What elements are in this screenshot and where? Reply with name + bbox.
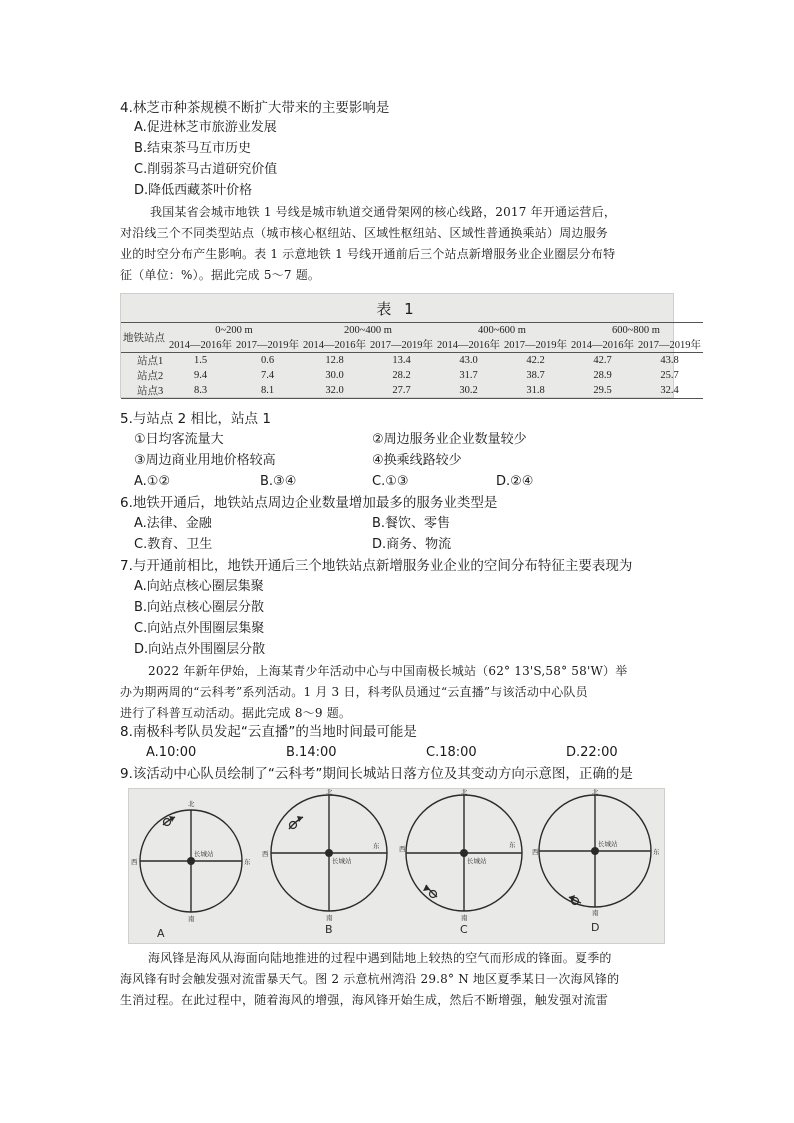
table1-cell: 42.2 [526,355,545,366]
q7-stem: 7.与开通前相比，地铁开通后三个地铁站点新增服务业企业的空间分布特征主要表现为 [120,558,633,574]
table1-photo [120,293,701,398]
table-row [121,353,703,369]
q7-option-c: C.向站点外围圈层集聚 [134,621,265,636]
table1-station: 站点1 [137,356,164,367]
q6-stem: 6.地铁开通后，地铁站点周边企业数量增加最多的服务业类型是 [120,495,498,511]
q8-option-c: C.18:00 [426,745,477,760]
diagram-c-station-label: 长城站 [467,857,487,865]
table1-cell: 29.5 [593,385,612,396]
diagram-b-south: 南 [326,914,333,922]
diagram-d-south: 南 [592,909,599,917]
table1-cell: 32.4 [660,385,679,396]
diagram-d-north: 北 [592,789,599,796]
q4-stem: 4.林芝市种茶规模不断扩大带来的主要影响是 [120,100,390,116]
q4-option-b: B.结束茶马互市历史 [134,141,252,156]
q5-item-1: ①日均客流量大 [134,432,224,447]
diagram-c-east: 东 [509,841,516,849]
diagram-a-station-dot [187,857,195,865]
diagram-c-label: C [460,923,468,936]
table1-cell: 8.3 [193,385,208,396]
diagram-d-west: 西 [532,848,539,856]
diagram-b-label: B [325,923,333,936]
passage3-line-1: 海风锋是海风从海面向陆地推进的过程中遇到陆地上较热的空气而形成的锋面。夏季的 [148,951,612,965]
passage3-line-3: 生消过程。在此过程中，随着海风的增强，海风锋开始生成，然后不断增强，触发强对流雷 [120,993,609,1007]
table1-period: 2014—2016年 [571,340,634,351]
table-row [121,383,703,399]
diagram-d-label: D [591,921,600,934]
q8-option-d: D.22:00 [566,745,618,760]
diagram-c-station-dot [460,849,468,857]
table1-cell: 13.4 [392,355,411,366]
table1-cell: 9.4 [193,370,208,381]
table1-period: 2014—2016年 [169,340,232,351]
diagram-b-station-label: 长城站 [332,857,352,865]
diagram-a-station-label: 长城站 [194,850,214,858]
table1-period: 2014—2016年 [437,340,500,351]
q8-stem: 8.南极科考队员发起“云直播”的当地时间最可能是 [120,724,417,740]
diagram-d-station-dot [591,847,599,855]
table1-cell: 31.8 [526,385,545,396]
passage2-line-3: 进行了科普互动活动。据此完成 8～9 题。 [120,706,352,720]
table1-cell: 31.7 [459,370,478,381]
passage2-line-2: 办为期两周的“云科考”系列活动。1 月 3 日，科考队员通过“云直播”与该活动中心队员 [120,685,588,699]
q5-option-d: D.②④ [496,474,534,489]
table1-range-1: 0~200 m [215,324,253,336]
table1-station: 站点3 [137,386,164,397]
table1-cell: 30.2 [459,385,478,396]
table1-station: 站点2 [137,371,164,382]
table1-period: 2017—2019年 [504,340,567,351]
table1-cell: 38.7 [526,370,545,381]
table1-cell: 28.2 [392,370,411,381]
table1-cell: 28.9 [593,370,612,381]
passage1-line-4: 征（单位：%）。据此完成 5～7 题。 [120,268,321,282]
q6-option-c: C.教育、卫生 [134,537,213,552]
sunset-diagrams-svg [129,789,664,943]
q8-option-b: B.14:00 [286,745,337,760]
table1-period: 2014—2016年 [303,340,366,351]
table1 [121,322,703,399]
table1-period: 2017—2019年 [370,340,433,351]
q6-option-a: A.法律、金融 [134,516,212,531]
diagram-a-south: 南 [188,915,195,923]
passage2-line-1: 2022 年新年伊始，上海某青少年活动中心与中国南极长城站（62° 13'S,58° 58'W）举 [148,664,628,678]
q6-option-b: B.餐饮、零售 [372,516,451,531]
table1-cell: 27.7 [392,385,411,396]
q7-option-a: A.向站点核心圈层集聚 [134,579,264,594]
diagram-a-label: A [157,927,165,940]
diagram-d-station-label: 长城站 [598,840,618,848]
passage3-line-2: 海风锋有时会触发强对流雷暴天气。图 2 示意杭州湾沿 29.8° N 地区夏季某日一次海风锋的 [120,972,620,986]
q6-option-d: D.商务、物流 [372,537,452,552]
passage1-line-2: 对沿线三个不同类型站点（城市核心枢纽站、区域性枢纽站、区域性普通换乘站）周边服务 [120,226,609,240]
q9-stem: 9.该活动中心队员绘制了“云科考”期间长城站日落方位及其变动方向示意图，正确的是 [120,766,633,782]
diagram-c-north: 北 [461,789,468,796]
q4-option-d: D.降低西藏茶叶价格 [134,183,253,198]
q7-option-d: D.向站点外围圈层分散 [134,642,266,657]
table1-title: 表 1 [376,300,418,318]
diagram-c-west: 西 [399,845,406,853]
q5-option-c: C.①③ [372,474,409,489]
diagram-b-station-dot [325,849,333,857]
table1-cell: 1.5 [193,355,208,366]
diagram-a-north: 北 [188,800,195,808]
q7-option-b: B.向站点核心圈层分散 [134,600,265,615]
diagram-b-east: 东 [373,842,380,850]
table1-range-2: 200~400 m [344,324,392,336]
diagram-c-south: 南 [461,914,468,922]
q5-option-a: A.①② [134,474,171,489]
diagram-d-east: 东 [653,848,660,856]
q5-option-b: B.③④ [260,474,297,489]
table1-row-header: 地铁站点 [121,323,167,353]
table1-range-4: 600~800 m [612,324,660,336]
table1-period: 2017—2019年 [236,340,299,351]
sunset-diagrams [128,788,665,944]
passage1-line-3: 业的时空分布产生影响。表 1 示意地铁 1 号线开通前后三个站点新增服务业企业圈层分布特 [120,247,616,261]
q8-option-a: A.10:00 [146,745,197,760]
table1-range-3: 400~600 m [478,324,526,336]
table1-cell: 30.0 [325,370,344,381]
q5-item-3: ③周边商业用地价格较高 [134,453,276,468]
table1-cell: 43.8 [660,355,679,366]
q5-stem: 5.与站点 2 相比，站点 1 [120,411,271,427]
table1-cell: 0.6 [260,355,275,366]
table1-cell: 7.4 [260,370,275,381]
table1-cell: 8.1 [260,385,275,396]
table1-cell: 32.0 [325,385,344,396]
q5-item-4: ④换乘线路较少 [372,453,462,468]
passage1-line-1: 我国某省会城市地铁 1 号线是城市轨道交通骨架网的核心线路，2017 年开通运营后， [150,205,617,219]
table1-cell: 42.7 [593,355,612,366]
diagram-a-east: 东 [244,858,251,866]
q4-option-a: A.促进林芝市旅游业发展 [134,120,277,135]
table1-cell: 12.8 [325,355,344,366]
table-row [121,368,703,383]
diagram-a-west: 西 [131,858,138,866]
q5-item-2: ②周边服务业企业数量较少 [372,432,527,447]
table1-cell: 43.0 [459,355,478,366]
table1-cell: 25.7 [660,370,679,381]
table1-period: 2017—2019年 [638,340,701,351]
q4-option-c: C.削弱茶马古道研究价值 [134,162,278,177]
diagram-b-north: 北 [326,789,333,796]
diagram-b-west: 西 [262,850,269,858]
